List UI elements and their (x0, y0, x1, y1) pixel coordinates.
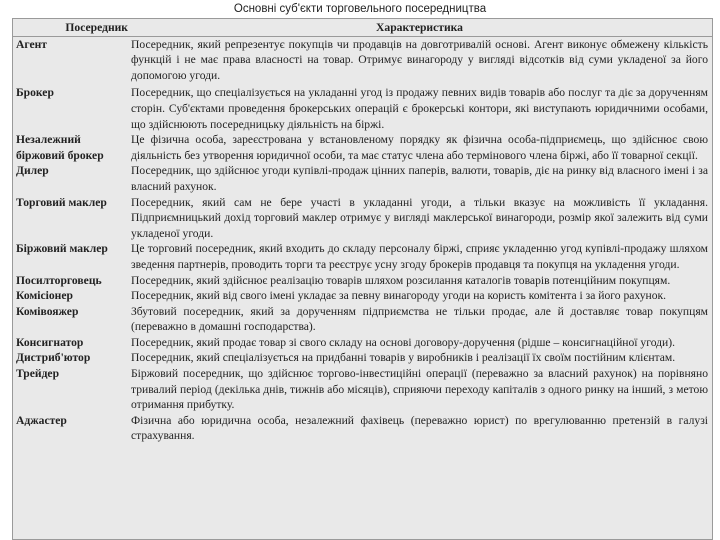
row-description: Посередник, який репрезентує покупців чи продавців на довготривалій основі. Агент виконує обмежену кількість функцій і не має права власності на товар. Отримує винагороду у вигляді відсотків від суми укладеної за його допомогою угоди. (131, 37, 708, 82)
table-row (13, 273, 712, 289)
row-description: Посередник, який продає товар зі свого складу на основі договору-доручення (рідше – консигнаційної угоди). (131, 335, 676, 349)
row-name: Дистриб'ютор (16, 351, 91, 365)
row-name: Торговий маклер (16, 195, 107, 209)
table-row (13, 132, 712, 163)
table-row (13, 335, 712, 351)
table-row (13, 366, 712, 413)
column-header-intermediary: Посередник (65, 21, 128, 34)
table-row (13, 413, 712, 444)
row-description: Посередник, що здійснює угоди купівлі-продаж цінних паперів, валюти, товарів, діє на ринку від власного імені і за власний рахунок. (131, 164, 708, 193)
row-description: Біржовий посередник, що здійснює торгово-інвестиційні операції (переважно за власний рахунок) на порівняно тривалий період (декілька днів, тижнів або місяців), сприяючи переходу капіталів з одного ринку на інший, з метою отримання прибутку. (131, 367, 708, 412)
table-row (13, 350, 712, 366)
table-row (13, 83, 712, 132)
row-description: Посередник, який від свого імені укладає за певну винагороду угоди на користь комітента і за його рахунок. (131, 289, 667, 303)
row-description: Посередник, який сам не бере участі в укладанні угоди, а тільки вказує на можливість її укладання. Підприємницький дохід торговий маклер отримує у вигляді маклерської винагороди, розмір якої залежить від суми укладеної угоди. (131, 195, 708, 240)
row-name: Консигнатор (16, 335, 84, 349)
table-row (13, 241, 712, 272)
row-name: Біржовий маклер (16, 242, 108, 256)
row-name: Комівояжер (16, 304, 79, 318)
table-row (13, 163, 712, 194)
row-description: Посередник, який спеціалізується на придбанні товарів у виробників і реалізації їх своїм постійним клієнтам. (131, 351, 676, 365)
row-description: Це фізична особа, зареєстрована у встановленому порядку як фізична особа-підприємець, що здійснює свою діяльність без утворення юридичної особи, та має статус члена або термінового члена біржі, або її товарної секції. (131, 133, 708, 162)
table-row (13, 36, 712, 83)
row-description: Посередник, що спеціалізується на укладанні угод із продажу певних видів товарів або послуг та діє за дорученням сторін. Суб'єктами проведення брокерських операцій є брокерські контори, які виступають юридичними особами, що здійснюють посередницьку діяльність на біржі. (131, 86, 708, 131)
row-description: Збутовий посередник, який за дорученням підприємства не тільки продає, але й доставляє товар покупцям (переважно в домашні господарства). (131, 304, 708, 334)
row-name: Дилер (16, 164, 49, 178)
row-description: Це торговий посередник, який входить до складу персоналу біржі, сприяє укладенню угод купівлі-продажу шляхом зведення партнерів, проводить торги та реєструє усну згоду брокерів продавця та покупця на укладення угоди. (131, 242, 708, 271)
row-name: Агент (16, 37, 48, 51)
table-row (13, 288, 712, 304)
page-title: Основні суб'єкти торговельного посередництва (233, 3, 487, 15)
row-name: Трейдер (16, 367, 60, 381)
row-description: Посередник, який здійснює реалізацію товарів шляхом розсилання каталогів товарів потенційним покупцям. (131, 273, 671, 287)
row-name: Посилторговець (16, 273, 102, 287)
row-description: Фізична або юридична особа, незалежний фахівець (переважно юрист) по врегулюванню претензій в галузі страхування. (131, 413, 708, 443)
intermediaries-table (12, 18, 713, 540)
table-row (13, 304, 712, 335)
row-name: Комісіонер (16, 289, 73, 303)
table-row (13, 195, 712, 242)
row-name: Незалежний біржовий брокер (16, 133, 104, 162)
column-header-characteristic: Характеристика (376, 21, 463, 34)
table-header-row (13, 19, 712, 36)
row-name: Брокер (16, 86, 54, 100)
row-name: Аджастер (16, 413, 67, 427)
